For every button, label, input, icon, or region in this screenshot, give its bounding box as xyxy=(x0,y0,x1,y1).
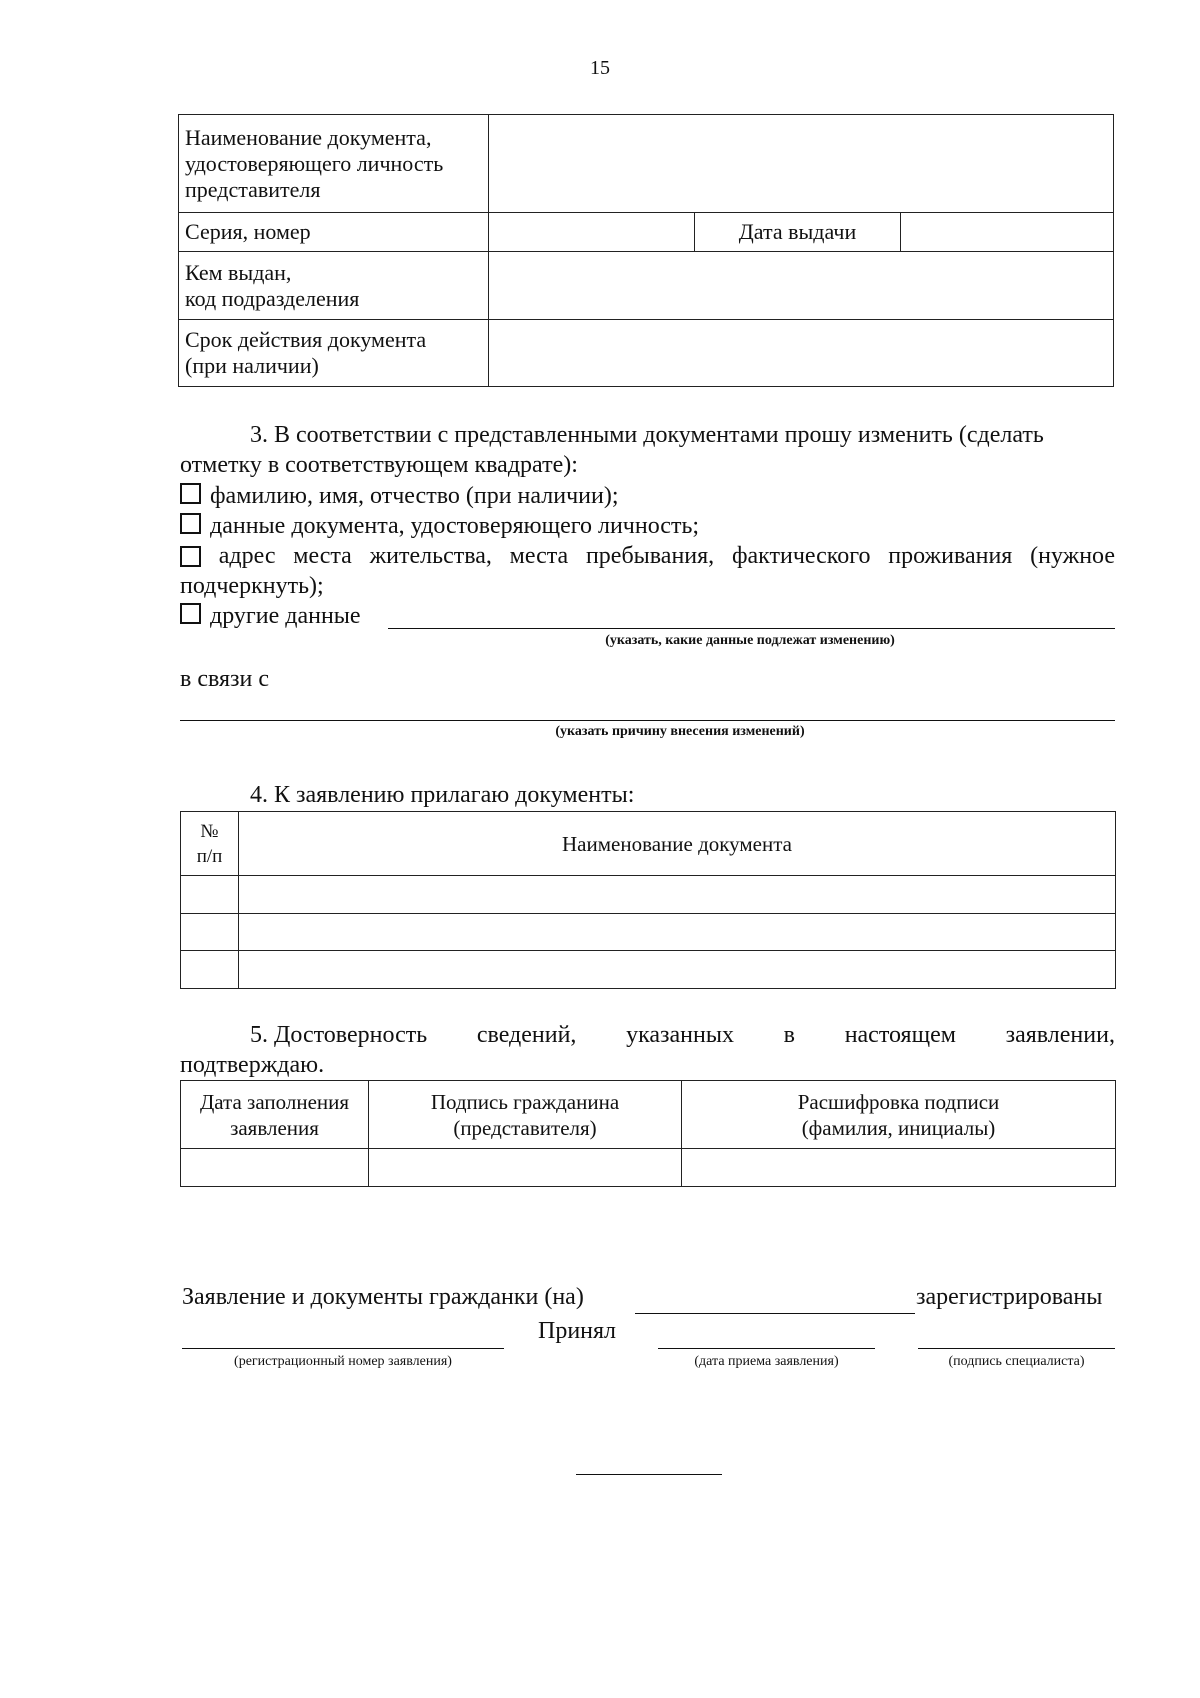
row-num-cell[interactable] xyxy=(181,951,239,989)
accepted-label: Принял xyxy=(538,1318,617,1344)
reason-line[interactable] xyxy=(180,720,1115,721)
section3-intro-line1: 3. В соответствии с представленными документами прошу изменить (сделать xyxy=(250,422,1044,448)
col-date-header: Дата заполнения заявления xyxy=(181,1081,369,1149)
option-address-line2: подчеркнуть); xyxy=(180,573,324,599)
attached-documents-table xyxy=(180,811,1116,989)
table-row xyxy=(181,876,1116,914)
series-number-label: Серия, номер xyxy=(179,213,489,252)
col-decode-header: Расшифровка подписи (фамилия, инициалы) xyxy=(682,1081,1116,1149)
registered-label: зарегистрированы xyxy=(916,1284,1103,1310)
issue-date-field[interactable] xyxy=(901,213,1114,252)
registration-statement: Заявление и документы гражданки (на) xyxy=(182,1284,584,1310)
row-name-cell[interactable] xyxy=(239,951,1116,989)
reason-caption: (указать причину внесения изменений) xyxy=(555,724,805,739)
specialist-signature-line[interactable] xyxy=(918,1348,1115,1349)
section5-line1: 5. Достоверность сведений, указанных в настоящем заявлении, xyxy=(250,1022,1115,1048)
decode-field[interactable] xyxy=(682,1149,1116,1187)
table-row xyxy=(181,914,1116,951)
option-name-row[interactable] xyxy=(180,481,618,511)
checkbox-document[interactable] xyxy=(180,513,201,534)
row-name-cell[interactable] xyxy=(239,876,1116,914)
table-row xyxy=(181,1149,1116,1187)
issued-by-field[interactable] xyxy=(489,252,1114,320)
row-name-cell[interactable] xyxy=(239,914,1116,951)
end-divider xyxy=(576,1474,722,1475)
option-other-row[interactable] xyxy=(180,601,361,631)
reg-number-line[interactable] xyxy=(182,1348,504,1349)
row-num-cell[interactable] xyxy=(181,914,239,951)
signature-field[interactable] xyxy=(369,1149,682,1187)
reason-label: в связи с xyxy=(180,666,270,692)
option-address-row[interactable]: адрес места жительства, места пребывания, фактического проживания (нужное xyxy=(180,541,1115,571)
other-data-line[interactable] xyxy=(388,628,1115,629)
section5-line2: подтверждаю. xyxy=(180,1052,325,1078)
col-doc-name-header: Наименование документа xyxy=(239,812,1116,876)
option-doc-label: данные документа, удостоверяющего личность; xyxy=(210,513,700,539)
page-number: 15 xyxy=(590,57,610,79)
section3-intro-line2: отметку в соответствующем квадрате): xyxy=(180,452,578,478)
row-num-cell[interactable] xyxy=(181,876,239,914)
issued-by-label: Кем выдан, код подразделения xyxy=(179,252,489,320)
caption-date: (дата приема заявления) xyxy=(694,1354,839,1369)
acceptance-date-line[interactable] xyxy=(658,1348,875,1349)
col-signature-header: Подпись гражданина (представителя) xyxy=(369,1081,682,1149)
representative-document-table xyxy=(178,114,1114,387)
date-field[interactable] xyxy=(181,1149,369,1187)
caption-reg-number: (регистрационный номер заявления) xyxy=(234,1354,452,1369)
series-number-field[interactable] xyxy=(489,213,695,252)
section4-title: 4. К заявлению прилагаю документы: xyxy=(250,782,635,808)
option-other-label: другие данные xyxy=(210,603,361,629)
checkbox-address[interactable] xyxy=(180,546,201,567)
caption-signature: (подпись специалиста) xyxy=(948,1354,1085,1369)
confirmation-table xyxy=(180,1080,1116,1187)
doc-name-field[interactable] xyxy=(489,115,1114,213)
registration-line[interactable] xyxy=(635,1313,915,1314)
checkbox-name[interactable] xyxy=(180,483,201,504)
validity-label: Срок действия документа (при наличии) xyxy=(179,320,489,387)
table-row xyxy=(181,951,1116,989)
checkbox-other[interactable] xyxy=(180,603,201,624)
option-doc-row[interactable] xyxy=(180,511,699,541)
other-data-caption: (указать, какие данные подлежат изменению) xyxy=(605,633,895,648)
issue-date-label: Дата выдачи xyxy=(695,213,901,252)
validity-field[interactable] xyxy=(489,320,1114,387)
doc-name-label: Наименование документа, удостоверяющего личность представителя xyxy=(179,115,489,213)
col-num-header: № п/п xyxy=(181,812,239,876)
option-name-label: фамилию, имя, отчество (при наличии); xyxy=(210,483,619,509)
